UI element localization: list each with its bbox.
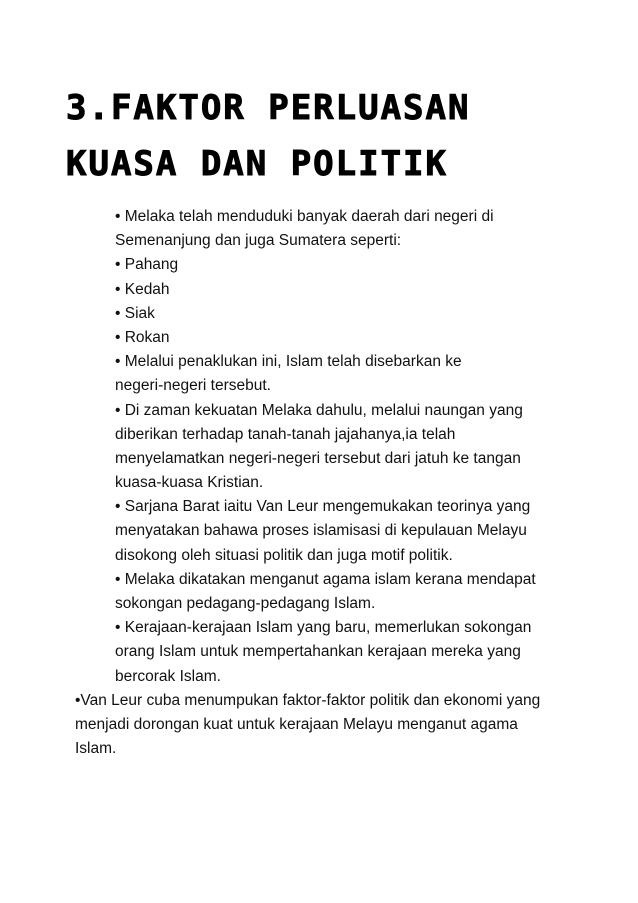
text-line: menyatakan bahawa proses islamisasi di kepulauan Melayu: [115, 522, 527, 540]
bullet-item: • Siak: [115, 304, 155, 322]
text-line: sokongan pedagang-pedagang Islam.: [115, 595, 376, 612]
section-heading: [66, 80, 470, 192]
text-line: • Di zaman kekuatan Melaka dahulu, melalui naungan yang: [115, 401, 523, 419]
text-line: negeri-negeri tersebut.: [115, 377, 271, 395]
body-text: [0, 205, 638, 761]
text-line: Semenanjung dan juga Sumatera seperti:: [115, 232, 402, 250]
text-line: •Van Leur cuba menumpukan faktor-faktor politik dan ekonomi yang: [75, 691, 541, 709]
text-line: • Melaka telah menduduki banyak daerah dari negeri di: [115, 208, 494, 225]
text-line: orang Islam untuk mempertahankan kerajaan mereka yang: [115, 643, 521, 661]
text-line: • Kerajaan-kerajaan Islam yang baru, memerlukan sokongan: [115, 619, 532, 637]
bullet-item: • Pahang: [115, 256, 179, 274]
bullet-item: • Kedah: [115, 280, 170, 298]
text-line: disokong oleh situasi politik dan juga motif politik.: [115, 546, 453, 564]
text-line: diberikan terhadap tanah-tanah jajahanya,ia telah: [115, 425, 456, 443]
text-line: bercorak Islam.: [115, 667, 221, 685]
heading-line-1: 3.FAKTOR PERLUASAN: [66, 88, 471, 128]
text-line: • Melaka dikatakan menganut agama islam kerana mendapat: [115, 570, 536, 588]
heading-line-2: KUASA DAN POLITIK: [66, 144, 448, 184]
text-line: menjadi dorongan kuat untuk kerajaan Melayu menganut agama: [75, 715, 518, 733]
text-line: kuasa-kuasa Kristian.: [115, 474, 264, 492]
bullet-item: • Rokan: [115, 328, 170, 346]
text-line: Islam.: [75, 740, 117, 758]
text-line: • Melalui penaklukan ini, Islam telah disebarkan ke: [115, 353, 462, 371]
text-line: • Sarjana Barat iaitu Van Leur mengemukakan teorinya yang: [115, 498, 531, 516]
text-line: menyelamatkan negeri-negeri tersebut dari jatuh ke tangan: [115, 449, 521, 467]
